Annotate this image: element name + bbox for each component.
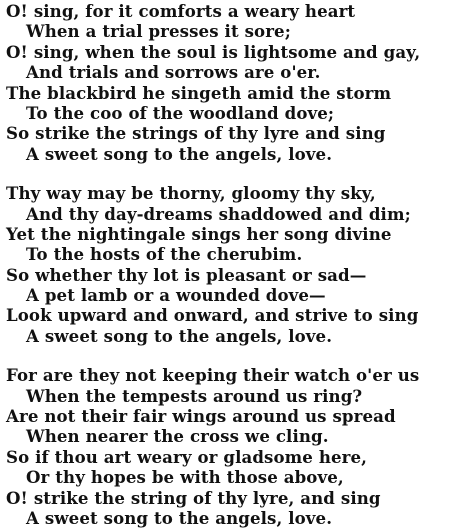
poem-line: When a trial presses it sore; <box>26 21 291 42</box>
poem-line: A sweet song to the angels, love. <box>26 507 333 528</box>
poem-line: To the hosts of the cherubim. <box>26 244 303 265</box>
poem-line: Look upward and onward, and strive to sing <box>6 305 419 326</box>
poem-line: When the tempests around us ring? <box>26 385 363 406</box>
poem-text <box>6 1 463 528</box>
poem-line: So if thou art weary or gladsome here, <box>6 446 368 467</box>
poem-line: So strike the strings of thy lyre and sing <box>6 123 386 144</box>
poem-line: To the coo of the woodland dove; <box>26 102 335 123</box>
poem-line: O! sing, when the soul is lightsome and gay, <box>6 41 421 62</box>
poem-line: O! sing, for it comforts a weary heart <box>6 1 356 21</box>
poem-line: And thy day-dreams shaddowed and dim; <box>26 203 411 224</box>
poem-line: The blackbird he singeth amid the storm <box>6 82 392 103</box>
poem-line: Or thy hopes be with those above, <box>26 467 344 488</box>
stanza-1 <box>6 1 463 164</box>
poem-line: And trials and sorrows are o'er. <box>26 62 321 83</box>
stanza-2 <box>6 183 463 346</box>
poem-line: O! strike the string of thy lyre, and sing <box>6 487 381 508</box>
poem-line: Are not their fair wings around us spread <box>6 406 396 427</box>
poem-line: When nearer the cross we cling. <box>26 426 329 447</box>
stanza-3 <box>6 365 463 528</box>
poem-line: Yet the nightingale sings her song divine <box>6 223 392 244</box>
poem-line: So whether thy lot is pleasant or sad— <box>6 264 367 285</box>
poem-line: Thy way may be thorny, gloomy thy sky, <box>6 183 376 204</box>
poem-line: A pet lamb or a wounded dove— <box>26 285 326 306</box>
poem-line: A sweet song to the angels, love. <box>26 143 333 164</box>
poem-line: A sweet song to the angels, love. <box>26 325 333 346</box>
poem-line: For are they not keeping their watch o'er us <box>6 365 420 386</box>
